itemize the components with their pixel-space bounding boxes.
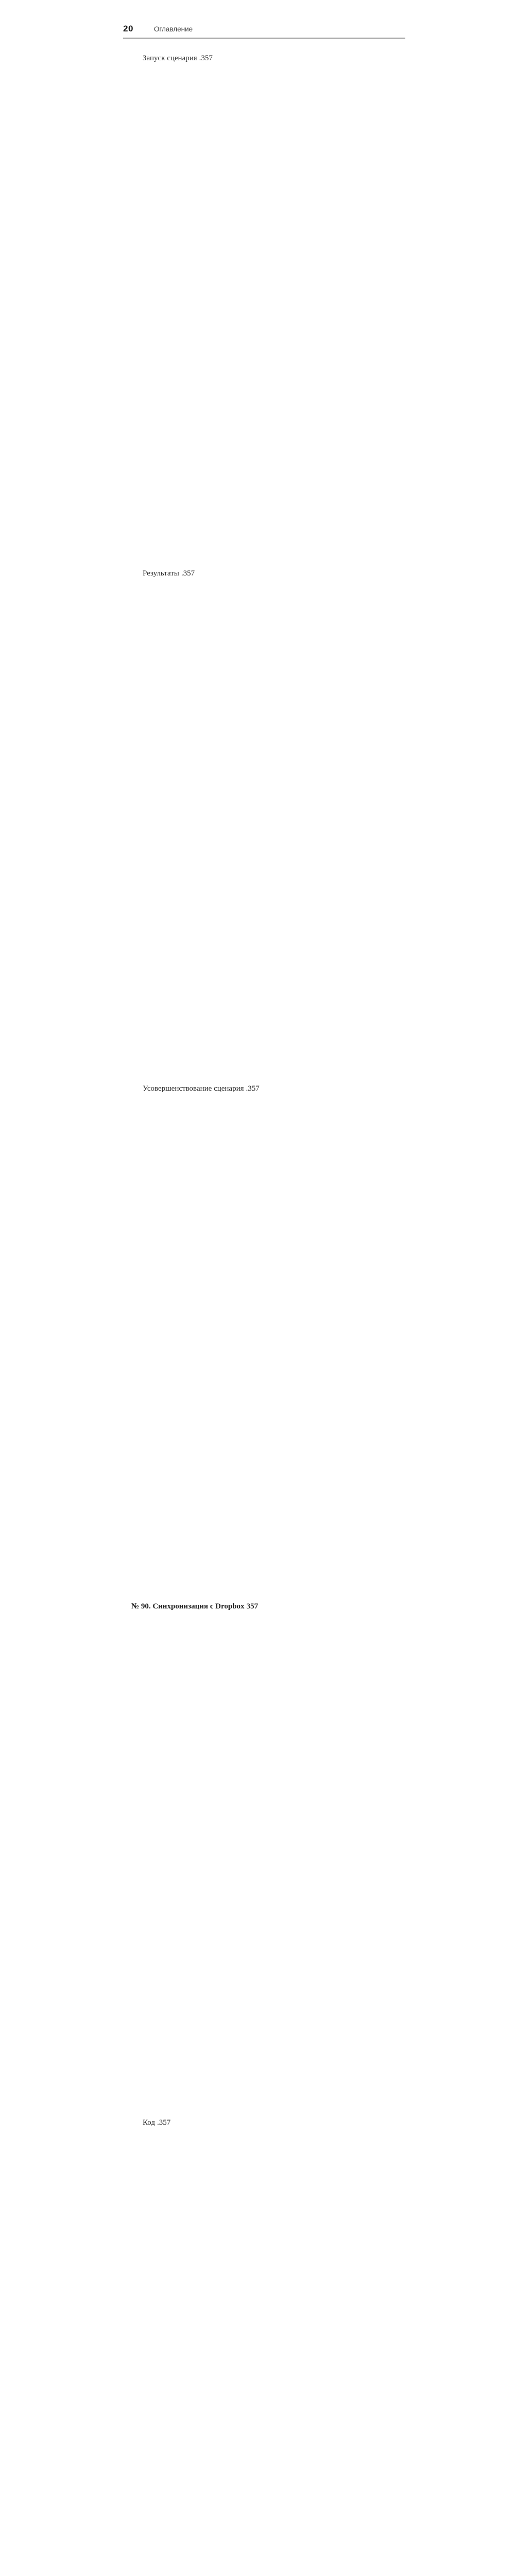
toc-sub-row	[124, 1084, 406, 1599]
toc-entry-label: Код	[143, 2119, 155, 2127]
toc-sub-row	[124, 54, 406, 569]
toc-entry-label: Усовершенствование сценария	[143, 1084, 244, 1093]
toc-entry-label: № 90. Синхронизация с Dropbox	[131, 1602, 245, 1611]
running-header	[123, 24, 405, 39]
toc-section-row	[124, 1602, 406, 2117]
toc-entry-page: .357	[157, 2118, 406, 2576]
toc-sub-row	[124, 569, 406, 1084]
toc-entry-page: 357	[247, 1602, 406, 2117]
running-title: Оглавление	[153, 25, 193, 33]
toc-entry-label: Результаты	[143, 569, 179, 578]
toc-entry-page: .357	[181, 569, 406, 1084]
toc-sub-row	[124, 2118, 406, 2576]
toc-entry-page: .357	[246, 1084, 406, 1599]
page-number: 20	[123, 24, 133, 33]
toc-entry-label: Запуск сценария	[143, 54, 197, 62]
toc-list	[124, 54, 406, 2576]
toc-entry-page: .357	[199, 54, 406, 569]
